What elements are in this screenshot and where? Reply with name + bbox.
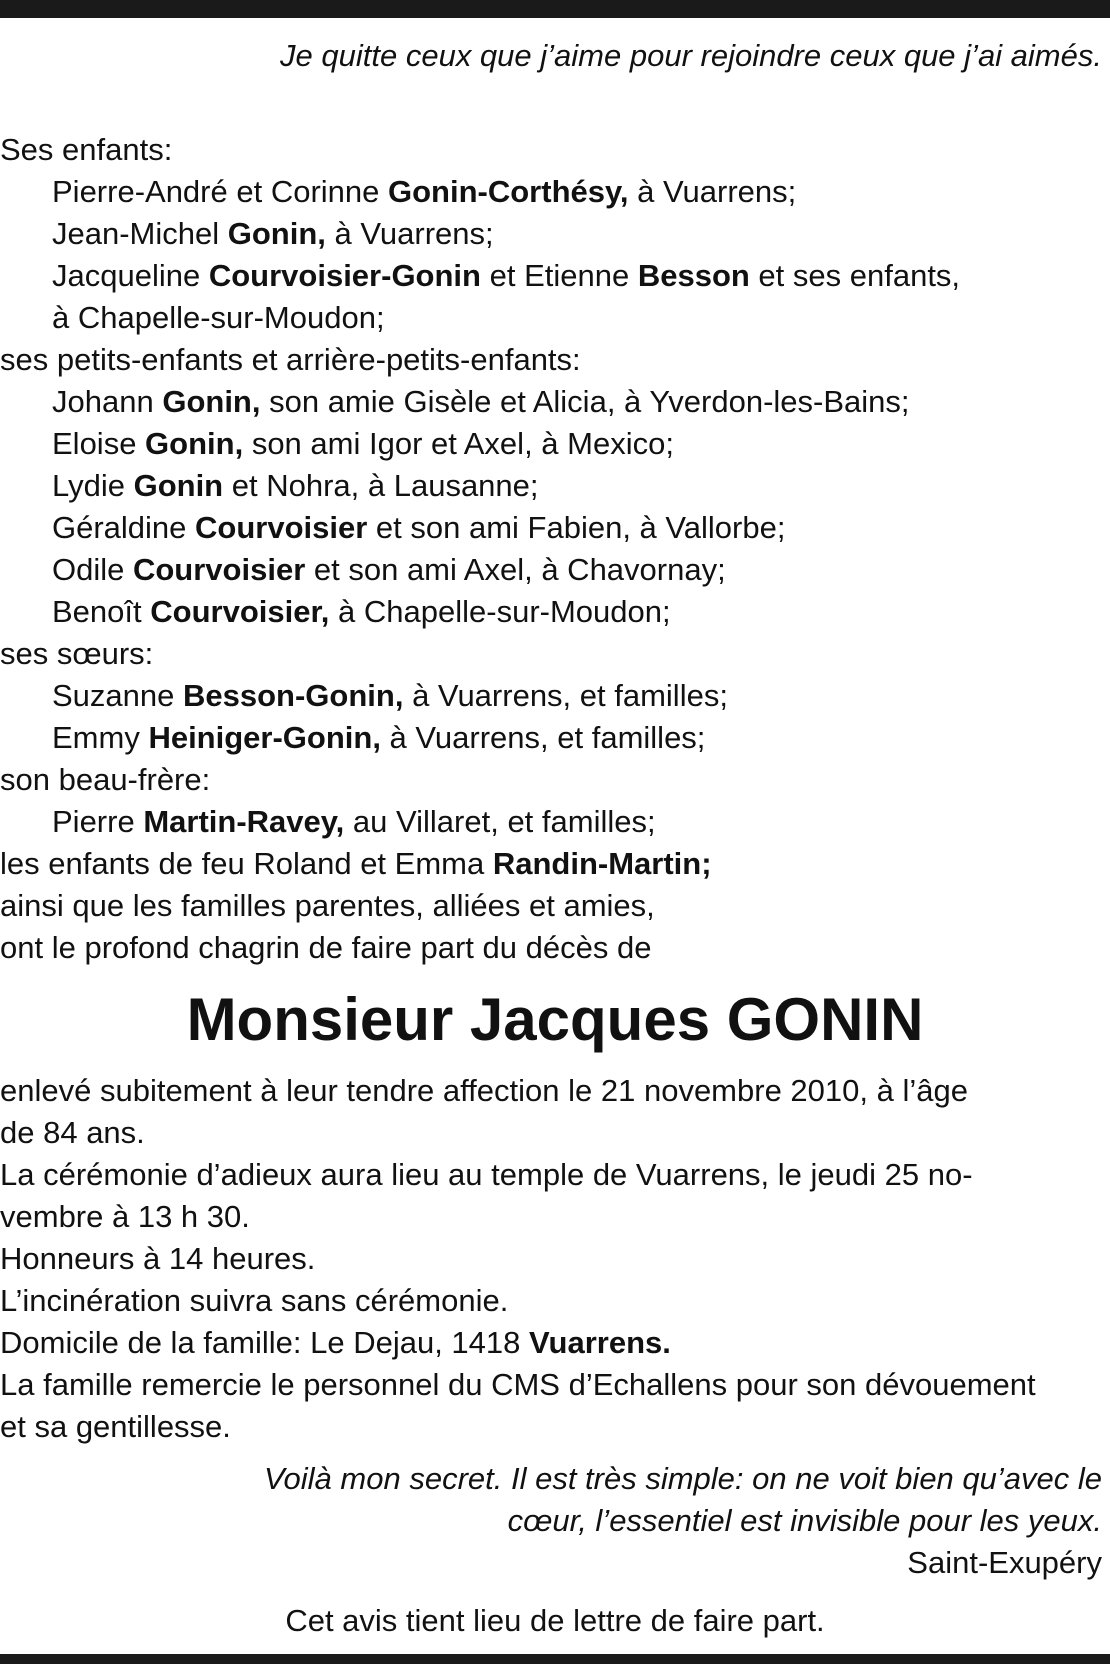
closing-quote-line: Voilà mon secret. Il est très simple: on ne voit bien qu’avec le (264, 1461, 1102, 1496)
family-member-line: Pierre Martin-Ravey, au Villaret, et familles; (52, 804, 656, 839)
sisters-heading: ses sœurs: (0, 636, 154, 671)
family-member-line: Benoît Courvoisier, à Chapelle-sur-Moudon; (52, 594, 671, 629)
ceremony-text: La cérémonie d’adieux aura lieu au temple de Vuarrens, le jeudi 25 no- (0, 1157, 973, 1192)
bottom-border-rule (0, 1654, 1110, 1664)
brother-in-law-heading: son beau-frère: (0, 762, 211, 797)
family-member-line: Suzanne Besson-Gonin, à Vuarrens, et familles; (52, 678, 728, 713)
grandchildren-heading: ses petits-enfants et arrière-petits-enfants: (0, 342, 581, 377)
honours-text: Honneurs à 14 heures. (0, 1241, 316, 1276)
announcement-line: ont le profond chagrin de faire part du décès de (0, 930, 652, 965)
notice-text: Cet avis tient lieu de lettre de faire part. (285, 1603, 825, 1638)
family-member-line: Johann Gonin, son amie Gisèle et Alicia, à Yverdon-les-Bains; (52, 384, 910, 419)
top-border-rule (0, 0, 1110, 18)
closing-quote (122, 1458, 1102, 1584)
family-member-line: Jacqueline Courvoisier-Gonin et Etienne Besson et ses enfants, (52, 258, 961, 293)
family-member-line: Odile Courvoisier et son ami Axel, à Chavornay; (52, 552, 726, 587)
family-list (0, 129, 1110, 969)
cremation-text: L’incinération suivra sans cérémonie. (0, 1283, 509, 1318)
quote-author: Saint-Exupéry (907, 1545, 1102, 1580)
thanks-text: La famille remercie le personnel du CMS d’Echallens pour son dévouement (0, 1367, 1036, 1402)
passing-text: enlevé subitement à leur tendre affection le 21 novembre 2010, à l’âge (0, 1073, 968, 1108)
family-member-line: Jean-Michel Gonin, à Vuarrens; (52, 216, 494, 251)
relatives-line: ainsi que les familles parentes, alliées et amies, (0, 888, 655, 923)
family-member-line: Emmy Heiniger-Gonin, à Vuarrens, et familles; (52, 720, 706, 755)
thanks-text-cont: et sa gentillesse. (0, 1409, 231, 1444)
family-member-line: à Chapelle-sur-Moudon; (52, 300, 385, 335)
closing-quote-line: cœur, l’essentiel est invisible pour les yeux. (507, 1503, 1102, 1538)
family-member-line: Lydie Gonin et Nohra, à Lausanne; (52, 468, 539, 503)
epigraph-quote: Je quitte ceux que j’aime pour rejoindre ceux que j’ai aimés. (280, 38, 1102, 73)
passing-text-cont: de 84 ans. (0, 1115, 145, 1150)
children-heading: Ses enfants: (0, 132, 173, 167)
family-member-line: Pierre-André et Corinne Gonin-Corthésy, à Vuarrens; (52, 174, 797, 209)
ceremony-text-cont: vembre à 13 h 30. (0, 1199, 250, 1234)
deceased-name: Monsieur Jacques GONIN (186, 986, 924, 1053)
family-member-line: Géraldine Courvoisier et son ami Fabien, à Vallorbe; (52, 510, 786, 545)
randin-family-line: les enfants de feu Roland et Emma Randin-Martin; (0, 846, 712, 881)
domicile-text: Domicile de la famille: Le Dejau, 1418 Vuarrens. (0, 1325, 671, 1360)
funeral-details (0, 1070, 1108, 1448)
family-member-line: Eloise Gonin, son ami Igor et Axel, à Mexico; (52, 426, 674, 461)
